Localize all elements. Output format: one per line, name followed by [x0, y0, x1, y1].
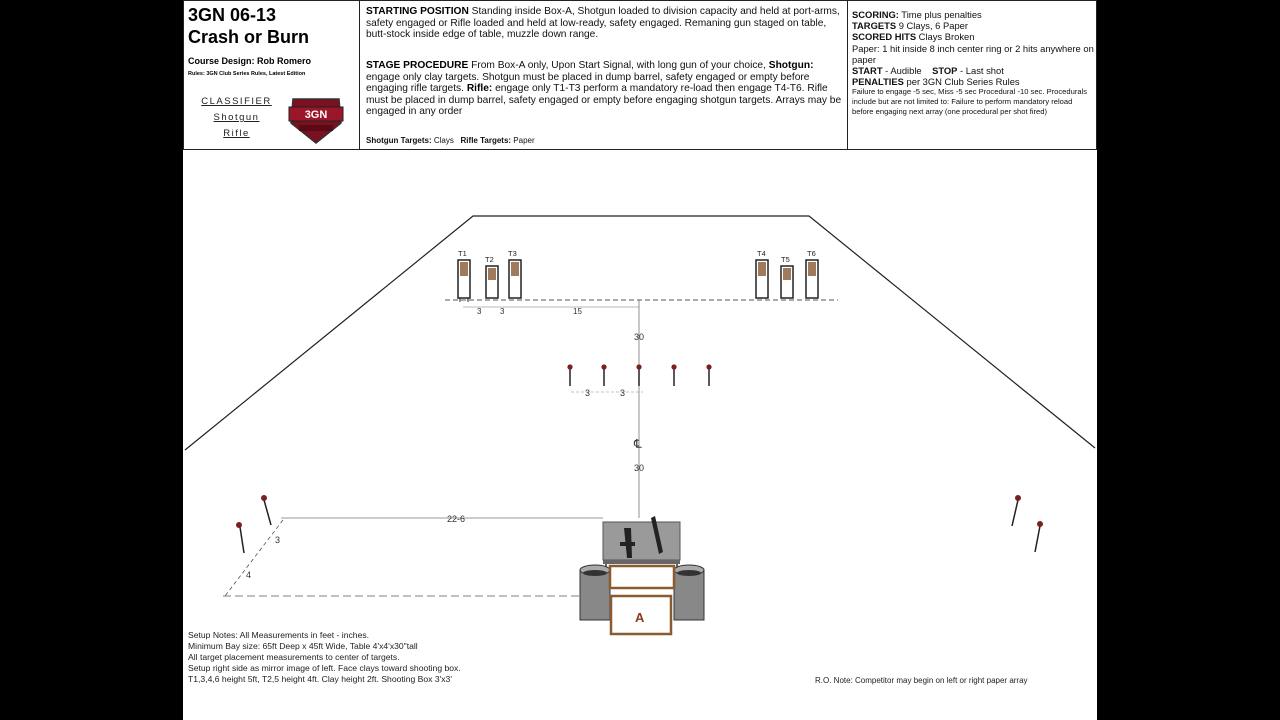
scored-hits-line [852, 31, 1094, 42]
classifier-label [194, 94, 279, 142]
start-value: - Audible [882, 65, 922, 77]
paper-hits-line: Paper: 1 hit inside 8 inch center ring or 2 hits anywhere on paper [852, 42, 1094, 65]
scoring-label: SCORING: [852, 9, 899, 20]
label-t5: T5 [781, 255, 790, 264]
start-stop-line [852, 65, 1094, 76]
shooting-box-a [610, 566, 674, 634]
dim-22-6: 22-6 [447, 514, 466, 524]
course-design: Course Design: Rob Romero [188, 56, 312, 66]
setup-note: Setup right side as mirror image of left. Face clays toward shooting box. [188, 663, 461, 674]
stage-diagram [183, 150, 1097, 698]
stage-procedure [366, 60, 842, 118]
rifle-word: Rifle [223, 128, 250, 139]
clay-target-row [567, 364, 711, 386]
dim-3d: 3 [620, 388, 626, 398]
start-label: START [852, 65, 883, 77]
classifier-word: CLASSIFIER [201, 96, 272, 107]
dim-30b: 30 [634, 463, 645, 473]
paper-target-t4 [756, 260, 768, 298]
clay-target-left-2 [236, 522, 244, 553]
clay-target-right-2 [1035, 521, 1043, 552]
stop-value: - Last shot [957, 65, 1004, 77]
clay-target [706, 364, 711, 386]
label-t6: T6 [807, 249, 816, 258]
setup-note: T1,3,4,6 height 5ft, T2,5 height 4ft. Clay height 2ft. Shooting Box 3'x3' [188, 674, 452, 685]
dim-30a: 30 [634, 332, 645, 342]
box-a-label: A [635, 610, 645, 625]
dim-3a: 3 [477, 307, 482, 316]
rifle-targets-label: Rifle Targets: [460, 136, 512, 145]
shotgun-word: Shotgun [213, 112, 260, 123]
stage-header [183, 0, 1097, 150]
clay-target-left-1 [261, 495, 271, 525]
scoring-line [852, 9, 1094, 20]
label-t2: T2 [485, 255, 494, 264]
penalties-detail: Failure to engage -5 sec, Miss -5 sec Procedural -10 sec. Procedurals include but are not limited to: Failure to perform mandatory reload before engaging next array (one procedural per shot fired) [852, 87, 1088, 117]
label-t3: T3 [508, 249, 517, 258]
stage-procedure-label: STAGE PROCEDURE [366, 60, 469, 71]
clay-target [636, 364, 641, 386]
stage-title-block [184, 1, 360, 149]
setup-notes [188, 630, 461, 685]
targets-label: TARGETS [852, 20, 897, 32]
starting-position-label: STARTING POSITION [366, 6, 469, 17]
penalties-line [852, 76, 1094, 87]
centerline-symbol: ℄ [634, 437, 642, 451]
paper-target-t1 [458, 260, 470, 302]
clay-target-right-1 [1012, 495, 1021, 526]
paper-target-t2 [486, 266, 498, 298]
clay-target [601, 364, 606, 386]
scored-hits-label: SCORED HITS [852, 31, 917, 43]
setup-note: Minimum Bay size: 65ft Deep x 45ft Wide, Table 4'x4'x30"tall [188, 641, 418, 652]
procedure-block [360, 1, 848, 149]
paper-target-t5 [781, 266, 793, 298]
stop-label: STOP [932, 65, 958, 77]
clay-target [671, 364, 676, 386]
dim-4: 4 [246, 570, 252, 580]
dump-barrel-right [674, 565, 704, 620]
dim-3b: 3 [500, 307, 505, 316]
penalties-value: per 3GN Club Series Rules [903, 76, 1020, 88]
stage-procedure-intro: From Box-A only, Upon Start Signal, with long gun of your choice, [468, 60, 766, 71]
dim-3c: 3 [585, 388, 591, 398]
targets-count-line [852, 20, 1094, 31]
starting-position-text: Standing inside Box-A, Shotgun loaded to division capacity and held at port-arms, safety engaged or Rifle loaded and held at low-ready, safety engaged. Remaning gun staged on table, butt-stock inside edge of table, muzzle down range. [366, 6, 840, 41]
ro-note: R.O. Note: Competitor may begin on left or right paper array [815, 676, 1028, 685]
scoring-block [848, 1, 1096, 149]
rules-line: Rules: 3GN Club Series Rules, Latest Edition [188, 71, 306, 77]
dim-3e: 3 [275, 535, 281, 545]
setup-note: All target placement measurements to center of targets. [188, 652, 400, 663]
shotgun-targets-value: Clays [431, 136, 454, 145]
label-t4: T4 [757, 249, 766, 258]
starting-position [366, 6, 842, 41]
stage-name: Crash or Burn [188, 27, 310, 47]
shotgun-label: Shotgun: [768, 60, 814, 71]
logo-text: 3GN [304, 109, 328, 121]
3gn-logo-icon [287, 93, 345, 145]
penalties-label: PENALTIES [852, 76, 904, 88]
label-t1: T1 [458, 249, 467, 258]
stage-sheet [183, 0, 1097, 720]
scored-hits-value: Clays Broken [916, 31, 975, 43]
stage-id: 3GN 06-13 [188, 5, 277, 25]
shotgun-targets-label: Shotgun Targets: [366, 136, 432, 145]
targets-value: 9 Clays, 6 Paper [896, 20, 969, 32]
rifle-label: Rifle: [466, 83, 493, 95]
paper-target-t3 [509, 260, 521, 298]
setup-note: Setup Notes: All Measurements in feet - inches. [188, 630, 370, 640]
clay-target [567, 364, 572, 386]
gun-table [603, 516, 680, 620]
shotgun-text: engage only clay targets. Shotgun must be placed in dump barrel, safety engaged or empty before engaging rifle targets. [366, 71, 810, 95]
dim-15: 15 [573, 307, 582, 316]
dump-barrel-left [580, 565, 610, 620]
paper-target-t6 [806, 260, 818, 298]
dim-line-diag [225, 520, 283, 596]
scoring-value: Time plus penalties [898, 9, 982, 20]
rifle-targets-value: Paper [511, 136, 535, 145]
rifle-text: engage only T1-T3 perform a mandatory re-load then engage T4-T6. Rifle must be placed in dump barrel, safety engaged or empty before engaging shotgun targets. Arrays may be engaged in any order [366, 83, 842, 118]
targets-line [366, 136, 535, 146]
scoring-text [852, 9, 1094, 117]
